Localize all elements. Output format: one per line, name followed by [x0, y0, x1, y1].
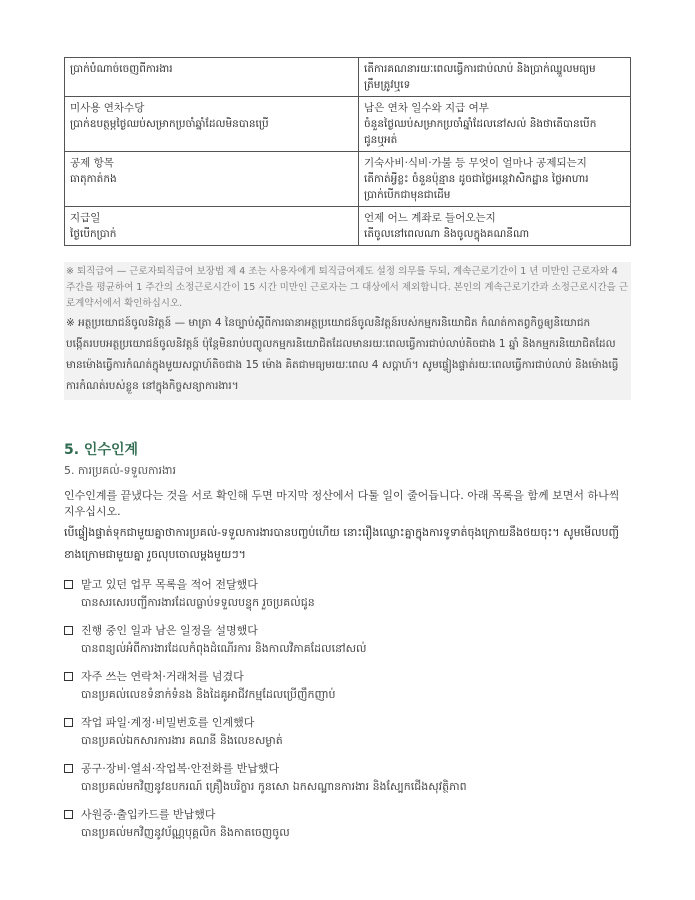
cell-text: ជូនឬអត់ [364, 134, 398, 146]
notice-korean-text: ※ 퇴직급여 — 근로자퇴직급여 보장법 제 4 조는 사용자에게 퇴직급여제도 설정 의무를 두되, 계속근로기간이 1 년 미만인 근로자와 4 주간을 평균하여 1 주간의 소정근로시간이 15 시간 미만인 근로자는 그 대상에서 제외합니다. 본인의 계속근로기간과 소정근로시간을 근로계약서에서 확인하십시오. [66, 266, 629, 309]
handover-checklist [64, 576, 631, 842]
checklist-item [64, 760, 631, 796]
table-cell-check [359, 207, 631, 246]
checklist-item-korean: 작업 파일·계정·비밀번호를 인계했다 [81, 716, 255, 729]
handover-section [64, 440, 631, 852]
checkbox-icon[interactable] [64, 580, 73, 589]
table-row [65, 97, 631, 152]
cell-text: 기숙사비·식비·가불 등 무엇이 얼마나 공제되는지 [364, 157, 587, 169]
cell-text: 지급일 [70, 212, 101, 224]
cell-text: ចំនួនថ្ងៃឈប់សម្រាកប្រចាំឆ្នាំដែលនៅសល់ និងថាតើបានបើក [364, 118, 597, 130]
checklist-item-khmer: បានពន្យល់អំពីការងារដែលកំពុងដំណើរការ និងកាលវិភាគដែលនៅសល់ [81, 642, 367, 655]
cell-text: ប្រាក់បំណាច់ចេញពីការងារ [70, 63, 173, 75]
checklist-item [64, 576, 631, 612]
checklist-item-khmer: បានប្រគល់មកវិញនូវប័ណ្ណបុគ្គលិក និងកាតចេញចូល [81, 826, 290, 839]
checklist-item-khmer: បានប្រគល់មកវិញនូវឧបករណ៍ គ្រឿងបរិក្ខារ កូនសោ ឯកសណ្ឋានការងារ និងស្បែកជើងសុវត្ថិភាព [81, 780, 467, 793]
table-row [65, 152, 631, 207]
cell-text: ប្រាក់ឧបត្ថម្ភថ្ងៃឈប់សម្រាកប្រចាំឆ្នាំដែលមិនបានប្រើ [70, 118, 269, 130]
cell-text: 공제 항목 [70, 157, 114, 169]
checklist-item-korean: 공구·장비·열쇠·작업복·안전화를 반납했다 [81, 762, 280, 775]
checklist-item [64, 622, 631, 658]
pay-items-table [64, 57, 631, 246]
checkbox-icon[interactable] [64, 810, 73, 819]
cell-text: តើការគណនារយៈពេលធ្វើការជាប់លាប់ និងប្រាក់ឈ្នួលមធ្យម [364, 63, 596, 75]
cell-text: ធាតុកាត់កង [70, 173, 117, 185]
checklist-item [64, 714, 631, 750]
cell-text: 남은 연차 일수와 지급 여부 [364, 102, 489, 114]
table-row [65, 58, 631, 97]
cell-text: ថ្ងៃបើកប្រាក់ [70, 228, 117, 240]
cell-text: តើកាត់អ្វីខ្លះ ចំនួនប៉ុន្មាន ដូចជាថ្លៃអន្តេវាសិកដ្ឋាន ថ្លៃអាហារ [364, 173, 589, 185]
checklist-item-khmer: បានសរសេរបញ្ជីការងារដែលធ្លាប់ទទួលបន្ទុក រួចប្រគល់ជូន [81, 596, 315, 609]
checklist-item-khmer: បានប្រគល់ឯកសារការងារ គណនី និងលេខសម្ងាត់ [81, 734, 283, 747]
table-cell-item [65, 97, 359, 152]
checklist-item [64, 668, 631, 704]
table-cell-item [65, 207, 359, 246]
checklist-item-korean: 자주 쓰는 연락처·거래처를 넘겼다 [81, 670, 244, 683]
checklist-item [64, 806, 631, 842]
section-title: 5. 인수인계 [64, 442, 139, 458]
cell-text: ប្រាក់បើកជាមុនជាដើម [364, 189, 451, 201]
table-cell-check [359, 97, 631, 152]
section-subtitle: 5. ការប្រគល់-ទទួលការងារ [64, 464, 177, 477]
checkbox-icon[interactable] [64, 764, 73, 773]
table-cell-check [359, 152, 631, 207]
checklist-item-korean: 맡고 있던 업무 목록을 적어 전달했다 [81, 578, 258, 591]
table-cell-item [65, 58, 359, 97]
table-cell-check [359, 58, 631, 97]
intro-korean-text: 인수인계를 끝냈다는 것을 서로 확인해 두면 마지막 정산에서 다툴 일이 줄어듭니다. 아래 목록을 함께 보면서 하나씩 지우십시오. [64, 489, 620, 518]
cell-text: 언제 어느 계좌로 들어오는지 [364, 212, 496, 224]
notice-khmer-text: ※ អត្ថប្រយោជន៍ចូលនិវត្តន៍ — មាត្រា 4 នៃច្បាប់ស្តីពីការធានាអត្ថប្រយោជន៍ចូលនិវត្តន៍របស់កម្មករនិយោជិត កំណត់កាតព្វកិច្ចឲ្យនិយោជកបង្កើតរបបអត្ថប្រយោជន៍ចូលនិវត្តន៍ ប៉ុន្តែមិនរាប់បញ្ចូលកម្មករនិយោជិតដែលមានរយៈពេលធ្វើការជាប់លាប់តិចជាង 1 ឆ្នាំ និងកម្មករនិយោជិតដែលមានម៉ោងធ្វើការកំណត់ក្នុងមួយសប្តាហ៍តិចជាង 15 ម៉ោង គិតជាមធ្យមរយៈពេល 4 សប្តាហ៍។ សូមផ្ទៀងផ្ទាត់រយៈពេលធ្វើការជាប់លាប់ និងម៉ោងធ្វើការកំណត់របស់ខ្លួន នៅក្នុងកិច្ចសន្យាការងារ។ [66, 317, 619, 392]
cell-text: 미사용 연차수당 [70, 102, 145, 114]
checklist-item-korean: 사원증·출입카드를 반납했다 [81, 808, 216, 821]
checkbox-icon[interactable] [64, 626, 73, 635]
checkbox-icon[interactable] [64, 718, 73, 727]
table-row [65, 207, 631, 246]
checklist-item-korean: 진행 중인 일과 남은 일정을 설명했다 [81, 624, 258, 637]
table-cell-item [65, 152, 359, 207]
intro-khmer-text: បើផ្ទៀងផ្ទាត់ទុកជាមួយគ្នាថាការប្រគល់-ទទួលការងារបានបញ្ចប់ហើយ នោះរឿងឈ្លោះគ្នាក្នុងការទូទាត់ចុងក្រោយនឹងថយចុះ។ សូមមើលបញ្ជីខាងក្រោមជាមួយគ្នា រួចលុបចោលម្តងមួយៗ។ [64, 526, 620, 561]
checklist-item-khmer: បានប្រគល់លេខទំនាក់ទំនង និងដៃគូអាជីវកម្មដែលប្រើញឹកញាប់ [81, 688, 336, 701]
cell-text: តើចូលនៅពេលណា និងចូលក្នុងគណនីណា [364, 228, 530, 240]
cell-text: ត្រឹមត្រូវឬទេ [364, 79, 411, 91]
retirement-notice-box [64, 262, 631, 400]
checkbox-icon[interactable] [64, 672, 73, 681]
